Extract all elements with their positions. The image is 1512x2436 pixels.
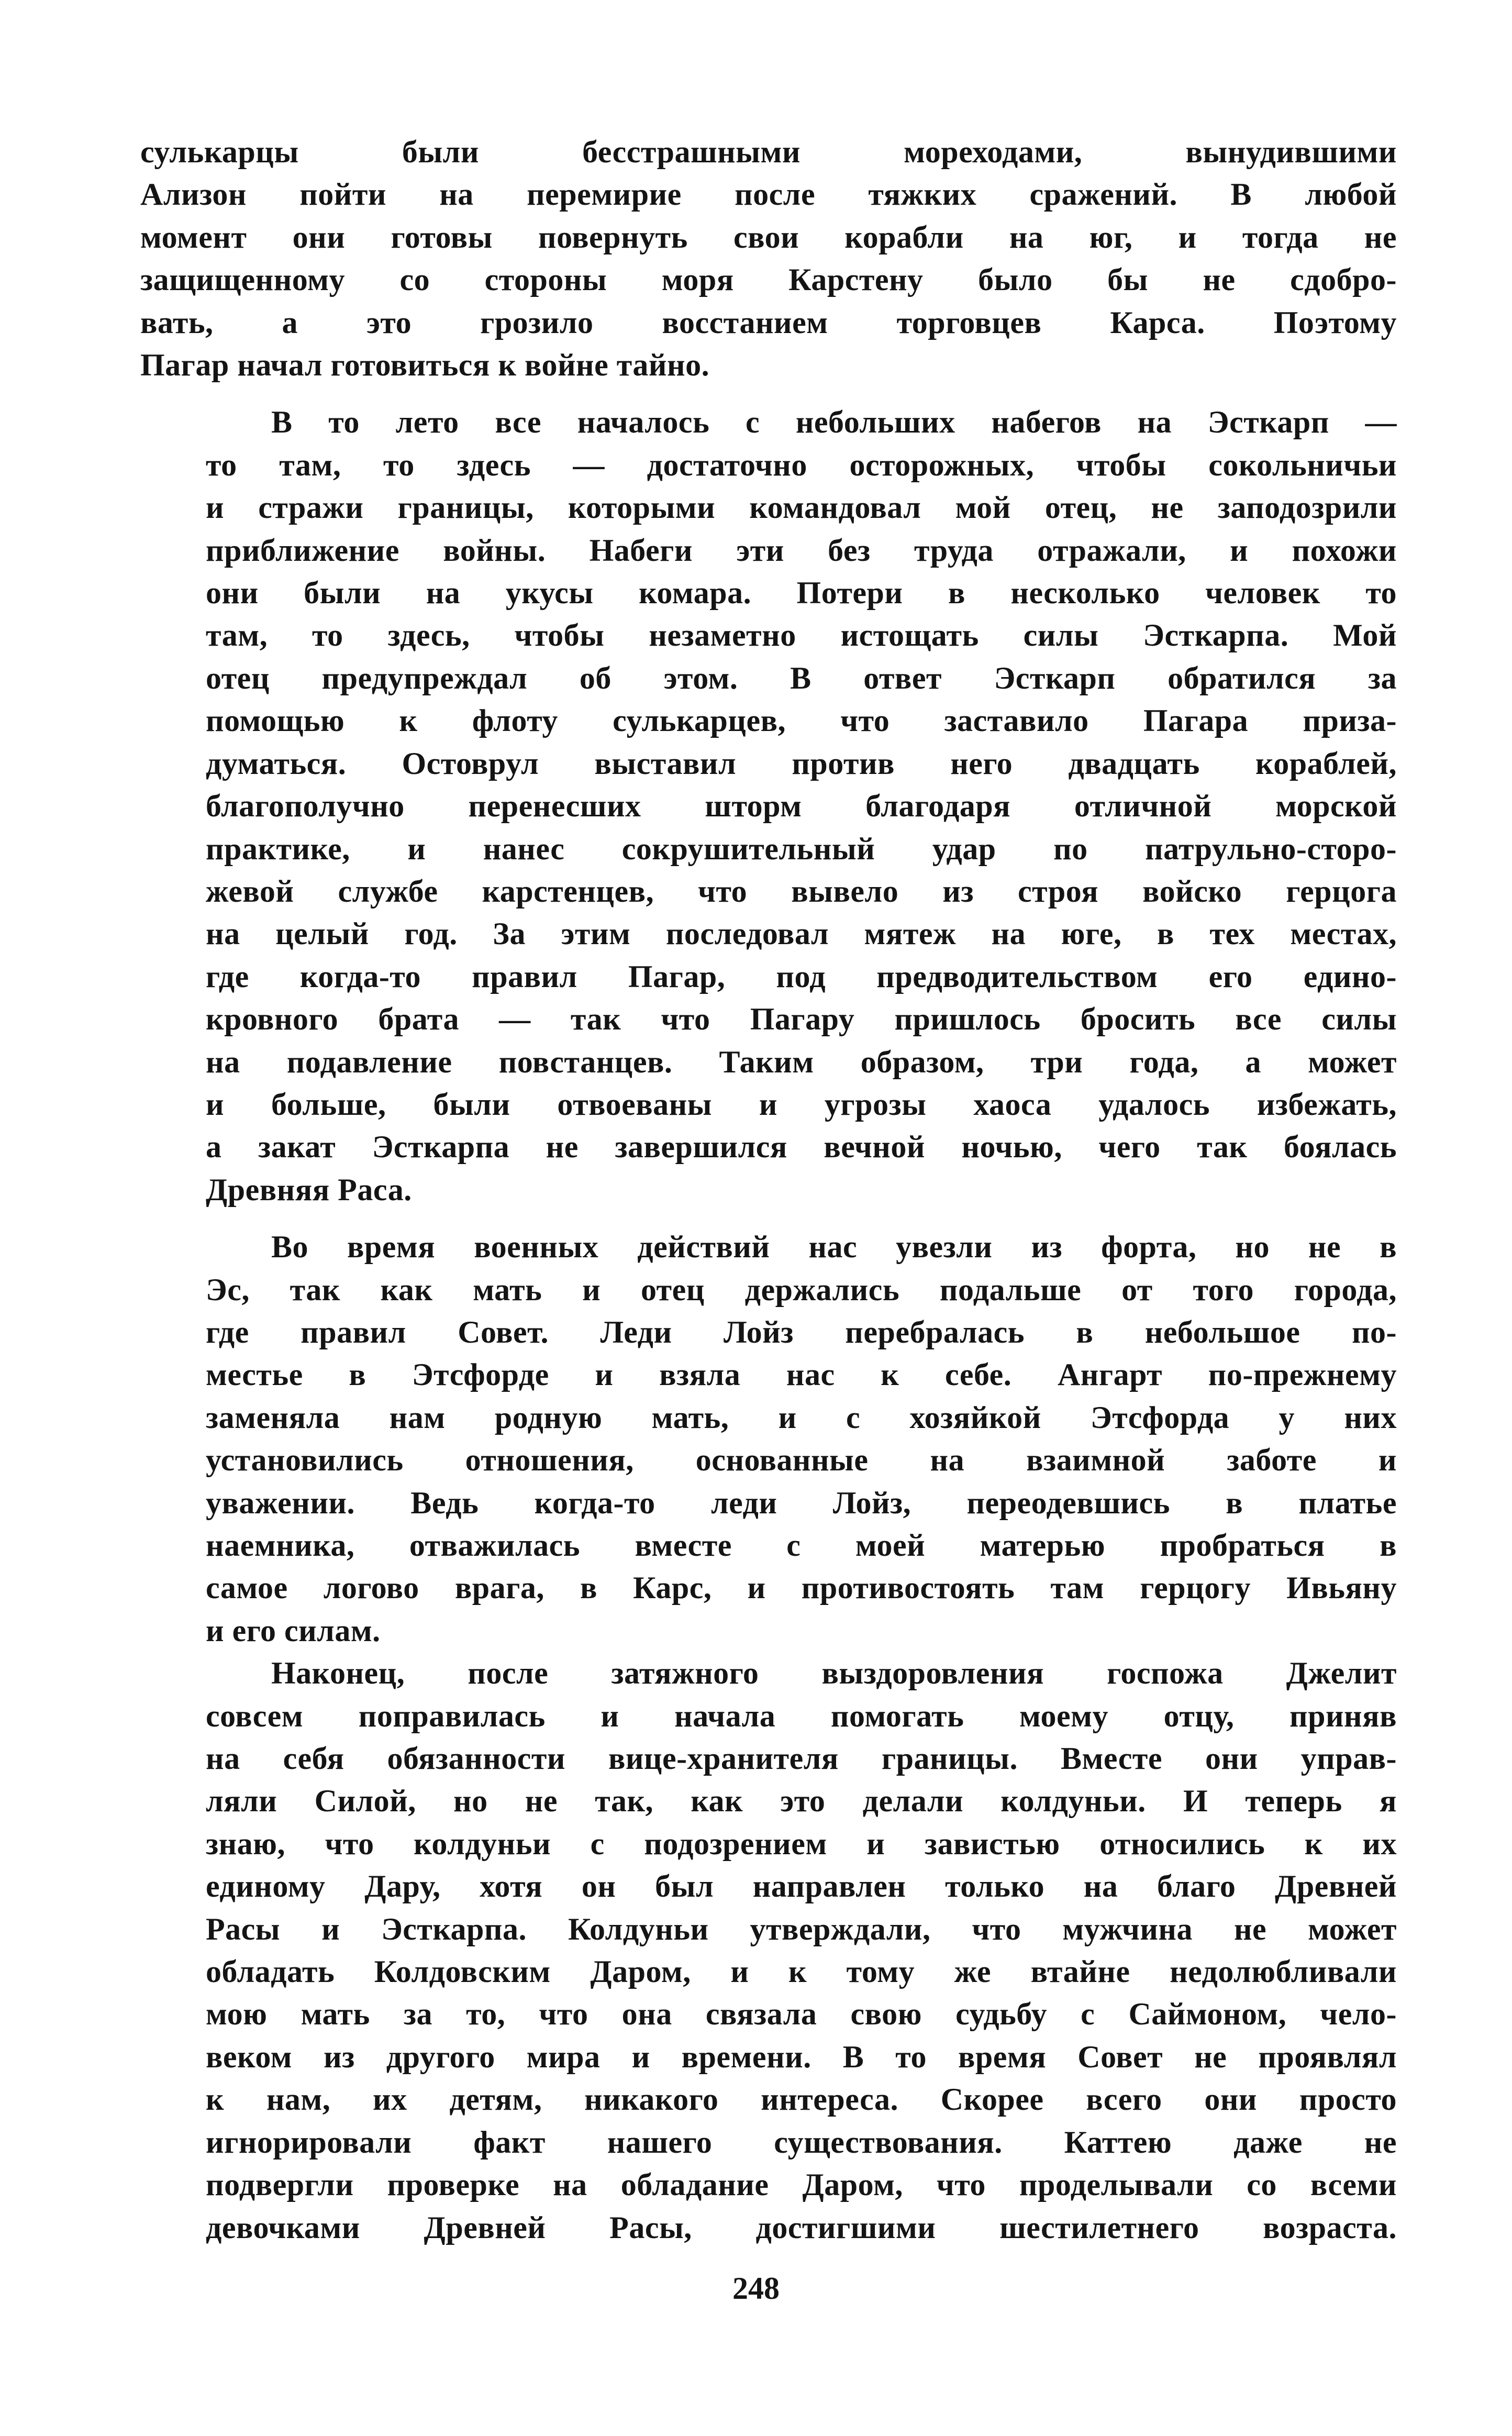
text-line: игнорировали факт нашего существования. Каттею даже не <box>206 2124 1397 2160</box>
text-line: кровного брата — так что Пагару пришлось бросить все силы <box>206 1002 1397 1037</box>
paragraph-2 <box>140 401 1397 1211</box>
page-number: 248 <box>732 2271 780 2306</box>
text-line: и стражи границы, которыми командовал мой отец, не заподозрили <box>206 490 1397 525</box>
text-line: думаться. Остоврул выставил против него двадцать кораблей, <box>206 746 1397 781</box>
text-line: защищенному со стороны моря Карстену было бы не сдобро- <box>140 262 1397 297</box>
text-line: Во время военных действий нас увезли из форта, но не в <box>271 1230 1397 1265</box>
text-line: самое логово врага, в Карс, и противостоять там герцогу Ивьяну <box>206 1570 1397 1605</box>
text-line: местье в Этсфорде и взяла нас к себе. Ангарт по-прежнему <box>206 1357 1397 1392</box>
paragraph-1 <box>140 131 1397 386</box>
text-line: на себя обязанности вице-хранителя границы. Вместе они управ- <box>206 1741 1397 1776</box>
text-line: Наконец, после затяжного выздоровления госпожа Джелит <box>271 1656 1397 1691</box>
text-line: Эс, так как мать и отец держались подальше от того города, <box>206 1272 1397 1307</box>
text-line: они были на укусы комара. Потери в несколько человек то <box>206 575 1397 611</box>
text-line: на целый год. За этим последовал мятеж на юге, в тех местах, <box>206 916 1397 951</box>
text-line: веком из другого мира и времени. В то время Совет не проявлял <box>206 2039 1397 2074</box>
text-line: установились отношения, основанные на взаимной заботе и <box>206 1443 1397 1478</box>
text-line: отец предупреждал об этом. В ответ Эсткарп обратился за <box>206 660 1397 695</box>
text-line: и больше, были отвоеваны и угрозы хаоса удалось избежать, <box>206 1087 1397 1122</box>
text-line: совсем поправилась и начала помогать моему отцу, приняв <box>206 1698 1397 1733</box>
text-line: и его силам. <box>206 1613 381 1648</box>
text-line: Ализон пойти на перемирие после тяжких сражений. В любой <box>140 177 1397 212</box>
text-line: Пагар начал готовиться к войне тайно. <box>140 348 710 383</box>
text-line: мою мать за то, что она связала свою судьбу с Саймоном, чело- <box>206 1997 1397 2032</box>
text-line: где правил Совет. Леди Лойз перебралась в небольшое по- <box>206 1314 1397 1349</box>
text-line: обладать Колдовским Даром, и к тому же втайне недолюбливали <box>206 1954 1397 1989</box>
text-line: благополучно перенесших шторм благодаря отличной морской <box>206 789 1397 824</box>
text-line: уважении. Ведь когда-то леди Лойз, переодевшись в платье <box>206 1485 1397 1520</box>
text-line: а закат Эсткарпа не завершился вечной ночью, чего так боялась <box>206 1130 1397 1165</box>
text-line: Расы и Эсткарпа. Колдуньи утверждали, что мужчина не может <box>206 1911 1397 1946</box>
text-line: там, то здесь, чтобы незаметно истощать силы Эсткарпа. Мой <box>206 618 1397 653</box>
text-line: Древняя Раса. <box>206 1172 412 1207</box>
text-line: ляли Силой, но не так, как это делали колдуньи. И теперь я <box>206 1784 1397 1819</box>
text-line: момент они готовы повернуть свои корабли на юг, и тогда не <box>140 219 1397 254</box>
text-line: помощью к флоту сулькарцев, что заставило Пагара призa- <box>206 703 1397 738</box>
text-line: В то лето все началось с небольших набегов на Эсткарп — <box>271 405 1397 440</box>
text-line: единому Дару, хотя он был направлен только на благо Древней <box>206 1869 1397 1904</box>
text-line: подвергли проверке на обладание Даром, что проделывали со всеми <box>206 2167 1397 2202</box>
text-line: вать, а это грозило восстанием торговцев Карса. Поэтому <box>140 305 1397 340</box>
paragraph-3 <box>140 1226 1397 1652</box>
text-line: наемника, отважилась вместе с моей матерью пробраться в <box>206 1528 1397 1563</box>
text-line: жевой службе карстенцев, что вывело из строя войско герцога <box>206 873 1397 909</box>
text-line: сулькарцы были бесстрашными мореходами, вынудившими <box>140 135 1397 169</box>
text-line: на подавление повстанцев. Таким образом, три года, а может <box>206 1044 1397 1079</box>
text-line: девочками Древней Расы, достигшими шестилетнего возраста. <box>206 2210 1397 2245</box>
text-line: к нам, их детям, никакого интереса. Скорее всего они просто <box>206 2082 1397 2117</box>
page-text <box>140 131 1397 2249</box>
text-line: приближение войны. Набеги эти без труда отражали, и похожи <box>206 533 1397 568</box>
text-line: практике, и нанес сокрушительный удар по патрульно-сторо- <box>206 831 1397 866</box>
text-line: то там, то здесь — достаточно осторожных, чтобы сокольничьи <box>206 447 1397 482</box>
paragraph-4 <box>140 1652 1397 2249</box>
text-line: знаю, что колдуньи с подозрением и завистью относились к их <box>206 1826 1397 1861</box>
text-line: где когда-то правил Пагар, под предводительством его едино- <box>206 959 1397 994</box>
text-line: заменяла нам родную мать, и с хозяйкой Этсфорда у них <box>206 1400 1397 1435</box>
